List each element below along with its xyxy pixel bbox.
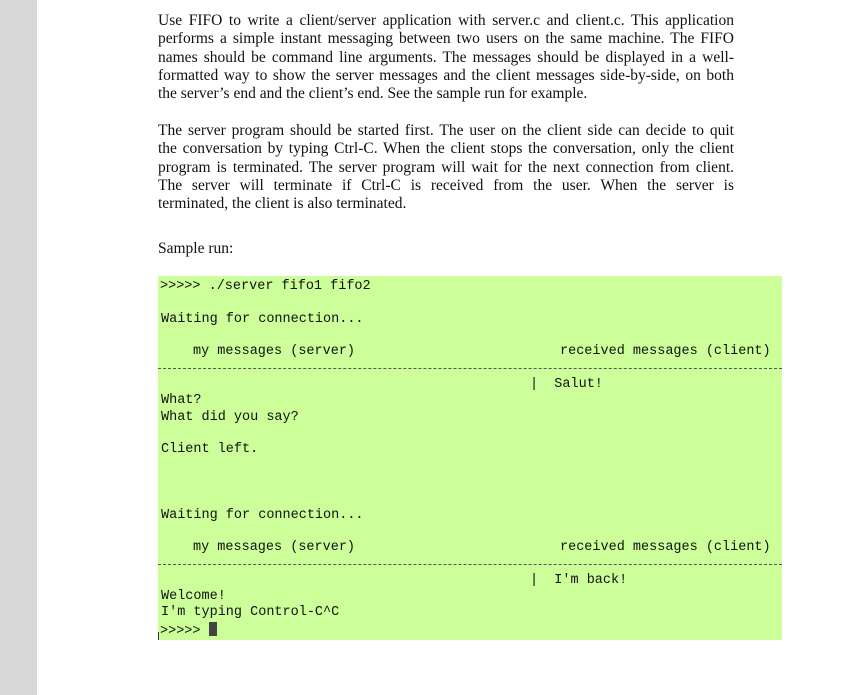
text-line: program is terminated. The server program will wait for the next connection from client.: [158, 158, 734, 176]
received-message: | Salut!: [530, 377, 603, 392]
text-line: terminated, the client is also terminated.: [158, 195, 407, 213]
terminal-sample-run: [158, 276, 782, 640]
line-marker: [158, 632, 159, 640]
client-left-line: Client left.: [161, 442, 259, 457]
text-line: the conversation by typing Ctrl-C. When the client stops the conversation, only the client: [158, 140, 734, 158]
text-line: performs a simple instant messaging between two users on the same machine. The FIFO: [158, 30, 734, 48]
text-line: the server’s end and the client’s end. See the sample run for example.: [158, 85, 588, 103]
paragraph-server-behavior: [158, 122, 734, 213]
dashed-separator: [158, 368, 782, 369]
paragraph-intro: [158, 12, 734, 103]
terminal-waiting-line: Waiting for connection...: [161, 508, 364, 523]
terminal-prompt-line[interactable]: [160, 622, 217, 640]
sent-message: What did you say?: [161, 410, 299, 425]
sent-message: I'm typing Control-C^C: [161, 605, 340, 620]
column-header-server: my messages (server): [193, 344, 356, 359]
page-margin: [0, 0, 37, 695]
text-line: formatted way to show the server messages and the client messages side-by-side, on both: [158, 66, 734, 84]
text-line: Use FIFO to write a client/server application with server.c and client.c. This application: [158, 12, 734, 29]
sent-message: What?: [161, 393, 202, 408]
sample-run-label: [158, 240, 734, 258]
sent-message: Welcome!: [161, 589, 226, 604]
terminal-waiting-line: Waiting for connection...: [161, 312, 364, 327]
text-line: The server program should be started first. The user on the client side can decide to quit: [158, 122, 734, 139]
terminal-command: >>>>> ./server fifo1 fifo2: [160, 279, 371, 294]
text-cursor: [209, 622, 217, 636]
column-header-server: my messages (server): [193, 540, 356, 555]
column-header-client: received messages (client): [560, 540, 771, 555]
text-line: names should be command line arguments. The messages should be displayed in a well-: [158, 48, 734, 66]
received-message: | I'm back!: [530, 573, 628, 588]
column-header-client: received messages (client): [560, 344, 771, 359]
terminal-prompt: >>>>>: [160, 624, 209, 639]
text-line: The server will terminate if Ctrl-C is received from the user. When the server is: [158, 176, 734, 194]
sample-run-text: Sample run:: [158, 240, 234, 257]
dashed-separator: [158, 564, 782, 565]
